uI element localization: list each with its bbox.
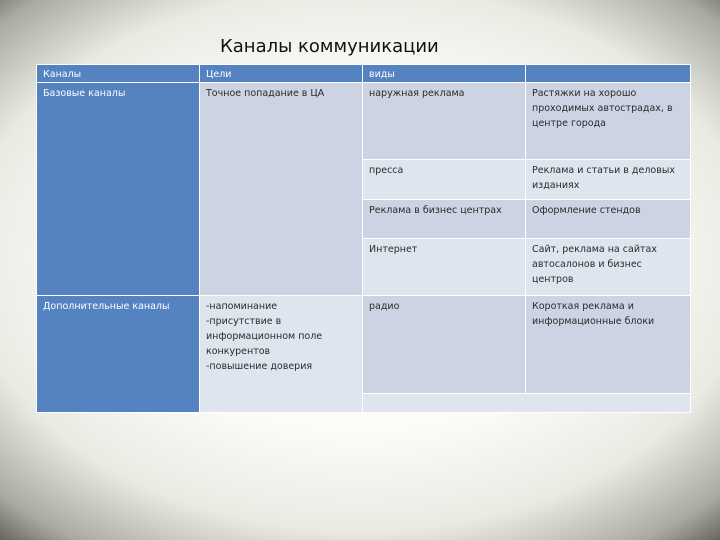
desc-cell: Растяжки на хорошо проходимых автострадах, в центре города: [526, 83, 691, 160]
type-cell: Интернет: [363, 239, 526, 296]
page-title: Каналы коммуникации: [220, 36, 439, 57]
base-channels-cell: Базовые каналы: [37, 83, 200, 296]
desc-cell: Сайт, реклама на сайтах автосалонов и бизнес центров: [526, 239, 691, 296]
type-cell: наружная реклама: [363, 83, 526, 160]
header-description: [526, 65, 691, 83]
desc-cell: Короткая реклама и информационные блоки: [526, 296, 691, 394]
extra-goals-cell: [200, 296, 363, 413]
channels-table: [36, 64, 691, 413]
type-cell: пресса: [363, 160, 526, 200]
header-channels: Каналы: [37, 65, 200, 83]
header-goals: Цели: [200, 65, 363, 83]
table-header-row: [37, 65, 691, 83]
goal-item: -напоминание: [206, 301, 278, 312]
type-cell: радио: [363, 296, 526, 394]
table-row: [37, 83, 691, 160]
header-types: виды: [363, 65, 526, 83]
base-goal-cell: Точное попадание в ЦА: [200, 83, 363, 296]
table-row: [37, 296, 691, 394]
goal-item: -повышение доверия: [206, 361, 313, 372]
empty-cell: [363, 394, 691, 413]
type-cell: Реклама в бизнес центрах: [363, 200, 526, 239]
desc-cell: Оформление стендов: [526, 200, 691, 239]
extra-channels-cell: Дополнительные каналы: [37, 296, 200, 413]
goal-item: -присутствие в информационном поле конкурентов: [206, 316, 323, 357]
desc-cell: Реклама и статьи в деловых изданиях: [526, 160, 691, 200]
